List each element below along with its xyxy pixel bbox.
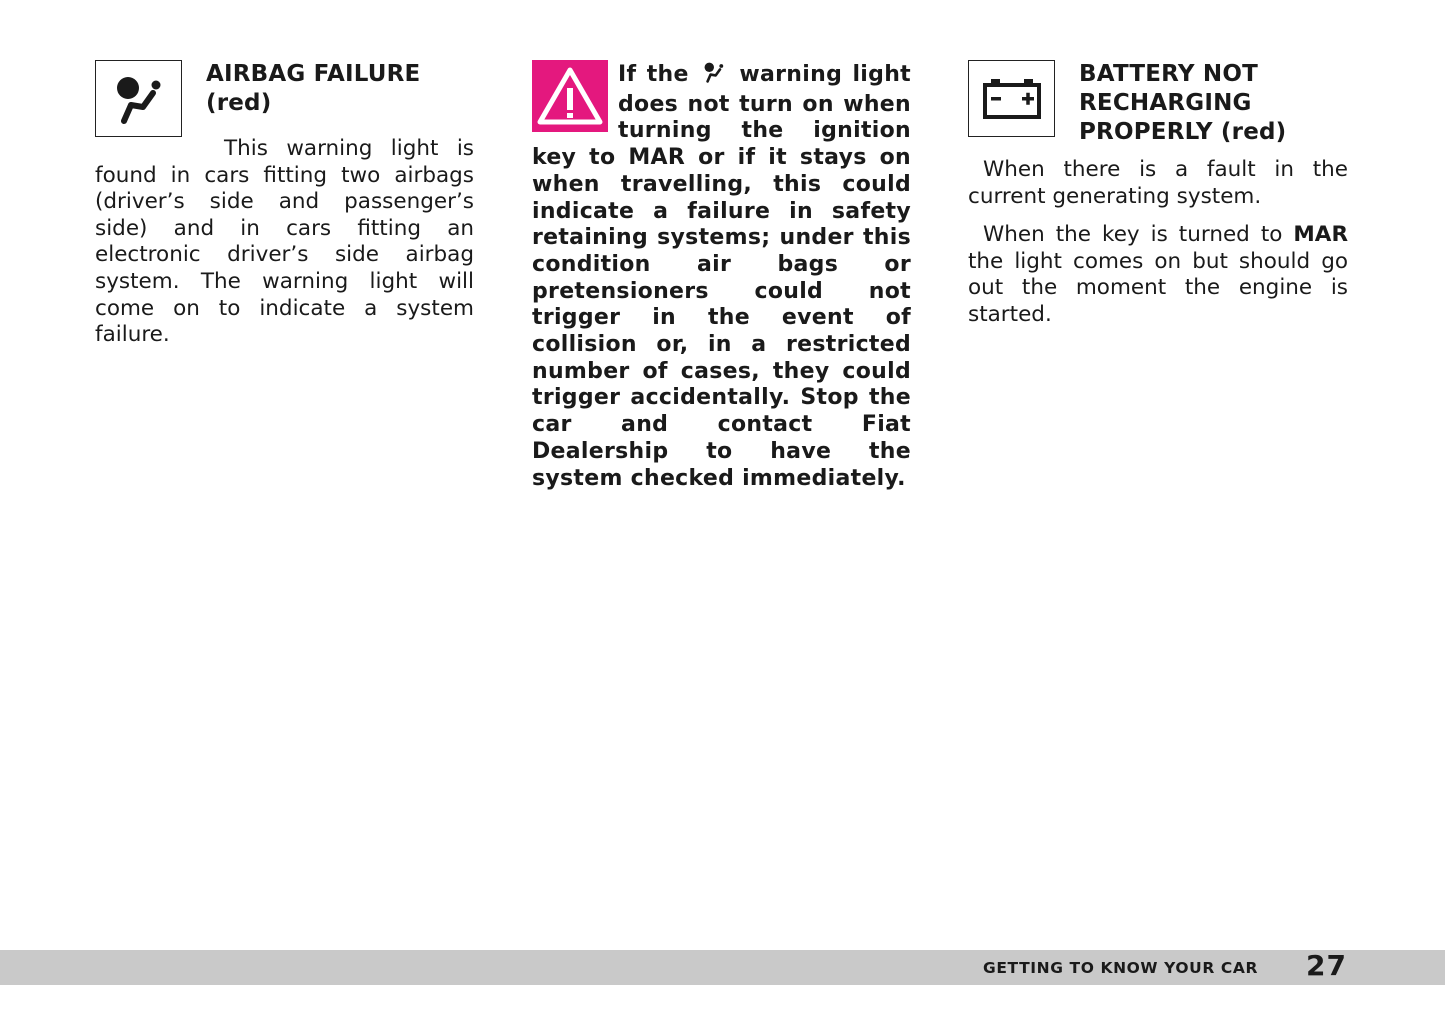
- warning-text-start: If the: [618, 62, 689, 87]
- safety-warning-section: [532, 58, 911, 492]
- battery-heading-line1: BATTERY NOT: [1079, 61, 1258, 87]
- airbag-warning-icon: [701, 60, 727, 92]
- warning-triangle-icon: [535, 64, 605, 128]
- battery-heading-line3: PROPERLY (red): [1079, 119, 1287, 145]
- battery-icon: [982, 77, 1042, 121]
- airbag-failure-section: [95, 58, 474, 349]
- airbag-body-text: This warning light is found in cars fitting two airbags (driver’s side and passenger’s side) and in cars fitting an electronic driver’s side airbag system. The warning light will come on to indicate a system failure.: [95, 136, 474, 348]
- airbag-heading-line2: (red): [206, 90, 272, 116]
- battery-section: [968, 58, 1348, 341]
- battery-icon-box: [968, 60, 1055, 137]
- battery-paragraph-1: When there is a fault in the current generating system.: [968, 157, 1348, 209]
- battery-paragraph-2: [968, 222, 1348, 328]
- battery-p2-start: When the key is turned to: [983, 222, 1283, 248]
- airbag-icon-box: [95, 60, 182, 137]
- battery-p2-end: the light comes on but should go out the moment the engine is started.: [968, 248, 1348, 327]
- warning-text-rest: warning light does not turn on when turning the ignition key to MAR or if it stays on when travelling, this could indicate a failure in safety retaining systems; under this condition air bags or pretensioners could not trigger in the event of collision or, in a restricted number of cases, they could trigger accidentally. Stop the car and contact Fiat Dealership to have the system checked immediately.: [532, 62, 911, 491]
- warning-triangle-box: [532, 60, 608, 132]
- airbag-heading-line1: AIRBAG FAILURE: [206, 61, 421, 87]
- airbag-warning-icon: [111, 71, 167, 127]
- battery-heading-line2: RECHARGING: [1079, 90, 1252, 116]
- page-footer: [0, 950, 1445, 985]
- battery-p2-key-position: MAR: [1293, 222, 1348, 248]
- page-number: 27: [1306, 949, 1347, 982]
- footer-section-title: GETTING TO KNOW YOUR CAR: [983, 959, 1258, 977]
